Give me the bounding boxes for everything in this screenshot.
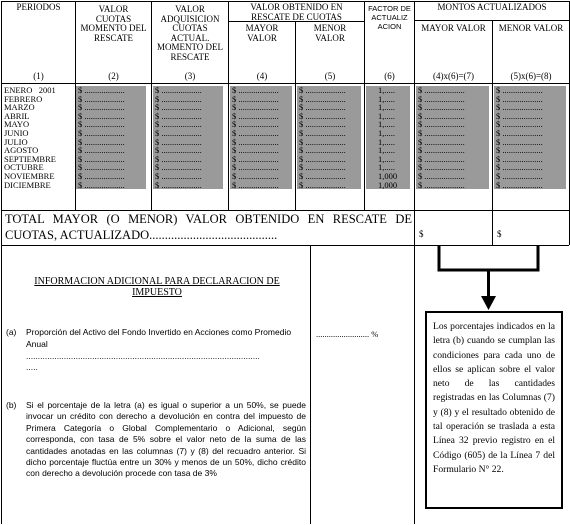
- item-b-letter: (b): [6, 400, 17, 410]
- amount-cell[interactable]: $ ...................: [418, 136, 465, 147]
- amounts-col2: [78, 86, 146, 189]
- item-a-dots1: ...................................................................................................: [26, 351, 260, 361]
- amounts-col4: [232, 86, 292, 189]
- lower-mid-border: [310, 245, 311, 524]
- amount-cell[interactable]: $ ...................: [155, 110, 202, 121]
- factor-cell[interactable]: 1,.....: [378, 127, 395, 138]
- colnum-2: (2): [108, 71, 119, 81]
- total-col8[interactable]: $: [497, 229, 502, 239]
- amount-cell[interactable]: $ ...................: [418, 127, 465, 138]
- amount-cell[interactable]: $ ...................: [232, 119, 279, 130]
- factor-cell: 1,000: [378, 179, 398, 190]
- amount-cell[interactable]: $ ...................: [496, 162, 543, 173]
- amount-cell[interactable]: $ ...................: [232, 170, 279, 181]
- amount-cell[interactable]: $ ...................: [232, 145, 279, 156]
- factor-col6: [378, 86, 412, 189]
- amount-cell[interactable]: $ ...................: [496, 170, 543, 181]
- month-label: FEBRERO: [4, 93, 43, 104]
- amount-cell[interactable]: $ ...................: [418, 110, 465, 121]
- amount-cell[interactable]: $ ...................: [299, 127, 346, 138]
- amount-cell[interactable]: $ ...................: [155, 145, 202, 156]
- month-label: MAYO: [4, 119, 30, 130]
- total-col7[interactable]: $: [419, 229, 424, 239]
- month-label: ABRIL: [4, 110, 30, 121]
- colnum-3: (3): [184, 71, 196, 81]
- amount-cell[interactable]: $ ...................: [78, 170, 125, 181]
- amount-cell[interactable]: $ ...................: [299, 93, 346, 104]
- amount-cell[interactable]: $ ...................: [418, 102, 465, 113]
- note-box: [425, 311, 563, 509]
- amount-cell[interactable]: $ ...................: [496, 86, 543, 95]
- header-montos: MONTOS ACTUALIZADOS: [437, 2, 547, 12]
- amount-cell[interactable]: $ ...................: [155, 127, 202, 138]
- amount-cell[interactable]: $ ...................: [78, 86, 125, 95]
- amount-cell[interactable]: $ ...................: [299, 179, 346, 190]
- amount-cell[interactable]: $ ...................: [78, 136, 125, 147]
- amount-cell[interactable]: $ ...................: [155, 119, 202, 130]
- header-montos-mayor: MAYOR VALOR: [421, 23, 486, 33]
- total-label: TOTAL MAYOR (O MENOR) VALOR OBTENIDO EN RESCATE DE CUOTAS, ACTUALIZADO.........................................: [5, 212, 412, 242]
- factor-cell[interactable]: 1,.....: [378, 162, 395, 173]
- amount-cell[interactable]: $ ...................: [155, 179, 202, 190]
- colnum-4: (4): [256, 71, 268, 81]
- amount-cell[interactable]: $ ...................: [418, 170, 465, 181]
- amount-cell[interactable]: $ ...................: [232, 153, 279, 164]
- amount-cell[interactable]: $ ...................: [232, 102, 279, 113]
- amount-cell[interactable]: $ ...................: [418, 145, 465, 156]
- amount-cell[interactable]: $ ...................: [78, 119, 125, 130]
- colnum-8: (5)x(6)=(8): [510, 71, 552, 81]
- amount-cell[interactable]: $ ...................: [232, 110, 279, 121]
- amount-cell[interactable]: $ ...................: [418, 93, 465, 104]
- months-column: [4, 86, 74, 189]
- amount-cell[interactable]: $ ...................: [78, 93, 125, 104]
- factor-cell[interactable]: 1,.....: [378, 85, 395, 95]
- item-a-text: Proporción del Activo del Fondo Invertido en Acciones como Promedio Anual: [26, 327, 292, 349]
- factor-cell[interactable]: 1,.....: [378, 119, 395, 130]
- amount-cell[interactable]: $ ...................: [78, 153, 125, 164]
- item-a-dots2: .....: [26, 362, 38, 372]
- header-valor-adquisicion: VALOR ADQUISICION CUOTAS ACTUAL. MOMENTO DEL RESCATE: [156, 4, 224, 62]
- amount-cell[interactable]: $ ...................: [496, 102, 543, 113]
- amount-cell[interactable]: $ ...................: [155, 162, 202, 173]
- amount-cell[interactable]: $ ...................: [496, 119, 543, 130]
- amounts-col7: [418, 86, 489, 189]
- amount-cell[interactable]: $ ...................: [496, 127, 543, 138]
- amount-cell[interactable]: $ ...................: [299, 119, 346, 130]
- amount-cell[interactable]: $ ...................: [418, 179, 465, 190]
- note-text: Los porcentajes indicados en la letra (b) cuando se cumplan las condiciones para cada uno de ellos se aplican sobre el valor neto de las cantidades registradas en las Columnas (7) y (8) y el resultado obtenido de tal operación se traslada a esta Línea 32 previo registro en el Código (605) de la Línea 7 del Formulario N° 22.: [433, 321, 555, 475]
- amount-cell[interactable]: $ ...................: [78, 110, 125, 121]
- amount-cell[interactable]: $ ...................: [78, 102, 125, 113]
- factor-cell: 1,000: [378, 170, 398, 181]
- amount-cell[interactable]: $ ...................: [299, 153, 346, 164]
- amount-cell[interactable]: $ ...................: [232, 179, 279, 190]
- amount-cell[interactable]: $ ...................: [299, 136, 346, 147]
- header-valor-obtenido: VALOR OBTENIDO EN RESCATE DE CUOTAS: [250, 2, 343, 22]
- month-label: DICIEMBRE: [4, 179, 51, 190]
- amount-cell[interactable]: $ ...................: [299, 162, 346, 173]
- amounts-col3: [155, 86, 223, 189]
- amount-cell[interactable]: $ ...................: [232, 162, 279, 173]
- month-label: MARZO: [4, 102, 35, 113]
- header-factor: FACTOR DE ACTUALIZ ACION: [368, 4, 411, 31]
- amount-cell[interactable]: $ ...................: [418, 162, 465, 173]
- factor-cell[interactable]: 1,.....: [378, 153, 395, 164]
- amount-cell[interactable]: $ ...................: [78, 179, 125, 190]
- amount-cell[interactable]: $ ...................: [78, 145, 125, 156]
- info-title: INFORMACION ADICIONAL PARA DECLARACION DE IMPUESTO: [34, 276, 280, 298]
- colnum-1: (1): [33, 71, 44, 81]
- item-a-letter: (a): [6, 327, 17, 337]
- factor-cell[interactable]: 1,.....: [378, 136, 395, 147]
- amount-cell[interactable]: $ ...................: [496, 145, 543, 156]
- amount-cell[interactable]: $ ...................: [78, 162, 125, 173]
- header-menor-valor: MENOR VALOR: [313, 23, 347, 43]
- amount-cell[interactable]: $ ...................: [232, 127, 279, 138]
- colnum-6: (6): [384, 71, 395, 81]
- factor-cell[interactable]: 1,.....: [378, 145, 395, 156]
- amount-cell[interactable]: $ ...................: [496, 179, 543, 190]
- colnum-7: (4)x(6)=(7): [432, 71, 475, 81]
- amount-cell[interactable]: $ ...................: [155, 153, 202, 164]
- amounts-col8: [496, 86, 566, 189]
- lower-left-border: [1, 245, 2, 524]
- amount-cell[interactable]: $ ...................: [418, 119, 465, 130]
- amounts-col5: [299, 86, 361, 189]
- amount-cell[interactable]: $ ...................: [299, 86, 346, 95]
- month-label: OCTUBRE: [4, 162, 44, 173]
- amount-cell[interactable]: $ ...................: [155, 136, 202, 147]
- amount-cell[interactable]: $ ...................: [232, 136, 279, 147]
- month-label: SEPTIEMBRE: [4, 153, 56, 164]
- amount-cell[interactable]: $ ...................: [418, 86, 465, 95]
- header-mayor-valor: MAYOR VALOR: [245, 23, 279, 43]
- month-label: ENERO 2001: [4, 86, 56, 95]
- amount-cell[interactable]: $ ...................: [232, 86, 279, 95]
- colnum-5: (5): [324, 71, 336, 81]
- month-label: NOVIEMBRE: [4, 170, 55, 181]
- factor-cell[interactable]: 1,.....: [378, 93, 395, 104]
- factor-cell[interactable]: 1,.....: [378, 110, 395, 121]
- item-b-text: Si el porcentaje de la letra (a) es igual o superior a un 50%, se puede invocar un crédito con derecho a devolución en contra del impuesto de Primera Categoría o Global Complementario o Adicional, según corresponda, con tasa de 5% sobre el valor neto de la suma de las cantidades anotadas en las columnas (7) y (8) del recuadro anterior. Si dicho porcentaje fluctúa entre un 30% y menos de un 50%, dicho crédito con derecho a devolución procede con tasa de 3%: [26, 400, 306, 479]
- amount-cell[interactable]: $ ...................: [299, 145, 346, 156]
- amount-cell[interactable]: $ ...................: [155, 102, 202, 113]
- month-label: AGOSTO: [4, 145, 39, 156]
- amount-cell[interactable]: $ ...................: [299, 110, 346, 121]
- amount-cell[interactable]: $ ...................: [418, 153, 465, 164]
- amount-cell[interactable]: $ ...................: [155, 86, 202, 95]
- month-label: JUNIO: [4, 127, 29, 138]
- amount-cell[interactable]: $ ...................: [299, 102, 346, 113]
- amount-cell[interactable]: $ ...................: [232, 93, 279, 104]
- amount-cell[interactable]: $ ...................: [496, 136, 543, 147]
- amount-cell[interactable]: $ ...................: [155, 93, 202, 104]
- amount-cell[interactable]: $ ...................: [496, 110, 543, 121]
- arrow-connector: [415, 246, 569, 316]
- amount-cell[interactable]: $ ...................: [299, 170, 346, 181]
- amount-cell[interactable]: $ ...................: [78, 127, 125, 138]
- header-montos-menor: MENOR VALOR: [498, 23, 564, 33]
- header-periodos: PERIODOS: [16, 2, 61, 12]
- factor-cell[interactable]: 1,.....: [378, 102, 395, 113]
- amount-cell[interactable]: $ ...................: [496, 93, 543, 104]
- amount-cell[interactable]: $ ...................: [155, 170, 202, 181]
- item-a-value[interactable]: ......................... %: [316, 329, 379, 339]
- header-valor-cuotas: VALOR CUOTAS MOMENTO DEL RESCATE: [80, 4, 147, 43]
- amount-cell[interactable]: $ ...................: [496, 153, 543, 164]
- month-label: JULIO: [4, 136, 28, 147]
